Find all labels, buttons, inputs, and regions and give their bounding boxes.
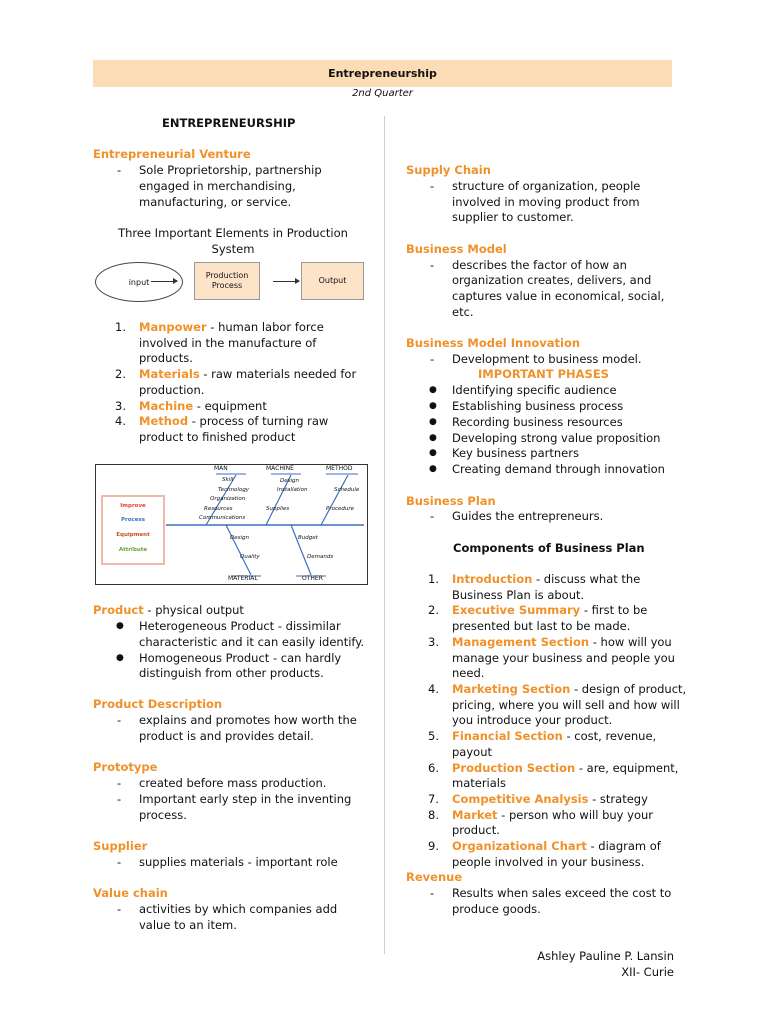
- venture-line: engaged in merchandising,: [139, 179, 296, 193]
- fishbone-diagram: MAN MACHINE METHOD MATERIAL OTHER Skill Technology Organization Resources Communications Design Installation Supplies Schedule Procedure Design Quality Budget Demands Improve Process Equipment Attribute: [95, 464, 368, 585]
- list-item: 7. Competitive Analysis - strategy: [428, 792, 648, 806]
- title-banner: [93, 60, 672, 87]
- subtitle: 2nd Quarter: [352, 88, 413, 99]
- business-model-title: Business Model: [406, 242, 507, 256]
- list-item: 6. Production Section - are, equipment,: [428, 761, 679, 775]
- list-item: ● Establishing business process: [429, 399, 624, 413]
- list-item: ● Key business partners: [429, 446, 579, 460]
- list-item: ● Developing strong value proposition: [429, 431, 661, 445]
- list-item: 2. Materials - raw materials needed for: [115, 367, 357, 381]
- product-description-title: Product Description: [93, 697, 223, 711]
- list-item: 3. Machine - equipment: [115, 399, 267, 413]
- list-item: 5. Financial Section - cost, revenue,: [428, 729, 657, 743]
- list-item: 4. Marketing Section - design of product,: [428, 682, 687, 696]
- list-item: 8. Market - person who will buy your: [428, 808, 653, 822]
- supplier-title: Supplier: [93, 839, 148, 853]
- list-item: ● Creating demand through innovation: [429, 462, 665, 476]
- venture-line: Sole Proprietorship, partnership: [139, 163, 322, 177]
- bmi-title: Business Model Innovation: [406, 336, 581, 350]
- production-node: Production Process: [194, 262, 260, 300]
- list-item: 1. Manpower - human labor force: [115, 320, 324, 334]
- column-divider: [384, 116, 385, 954]
- fishbone-legend: Improve Process Equipment Attribute: [101, 495, 165, 565]
- output-node: Output: [301, 262, 364, 300]
- prototype-title: Prototype: [93, 760, 158, 774]
- list-item: 9. Organizational Chart - diagram of: [428, 839, 661, 853]
- list-item: ● Recording business resources: [429, 415, 623, 429]
- venture-title: Entrepreneurial Venture: [93, 147, 251, 161]
- input-node: input: [95, 262, 183, 302]
- business-plan-title: Business Plan: [406, 494, 496, 508]
- components-title: Components of Business Plan: [453, 541, 645, 555]
- list-item: 4. Method - process of turning raw: [115, 414, 329, 428]
- value-chain-title: Value chain: [93, 886, 168, 900]
- product-heading: Product - physical output: [93, 603, 244, 617]
- supply-chain-title: Supply Chain: [406, 163, 491, 177]
- list-item: ● Homogeneous Product - can hardly: [116, 651, 342, 665]
- list-item: 1. Introduction - discuss what the: [428, 572, 641, 586]
- section-heading: ENTREPRENEURSHIP: [162, 116, 296, 130]
- author-name: Ashley Pauline P. Lansin: [537, 949, 674, 963]
- arrow-icon: [273, 281, 299, 282]
- list-item: 3. Management Section - how will you: [428, 635, 672, 649]
- list-item: ● Heterogeneous Product - dissimilar: [116, 619, 341, 633]
- revenue-title: Revenue: [406, 870, 463, 884]
- author-section: XII- Curie: [621, 965, 674, 979]
- banner-title: Entrepreneurship: [328, 67, 437, 80]
- phases-title: IMPORTANT PHASES: [478, 367, 609, 381]
- elements-title: System: [211, 242, 255, 256]
- list-item: 2. Executive Summary - first to be: [428, 603, 648, 617]
- elements-title: Three Important Elements in Production: [118, 226, 348, 240]
- venture-line: manufacturing, or service.: [139, 195, 292, 209]
- arrow-icon: [151, 281, 177, 282]
- list-item: ● Identifying specific audience: [429, 383, 617, 397]
